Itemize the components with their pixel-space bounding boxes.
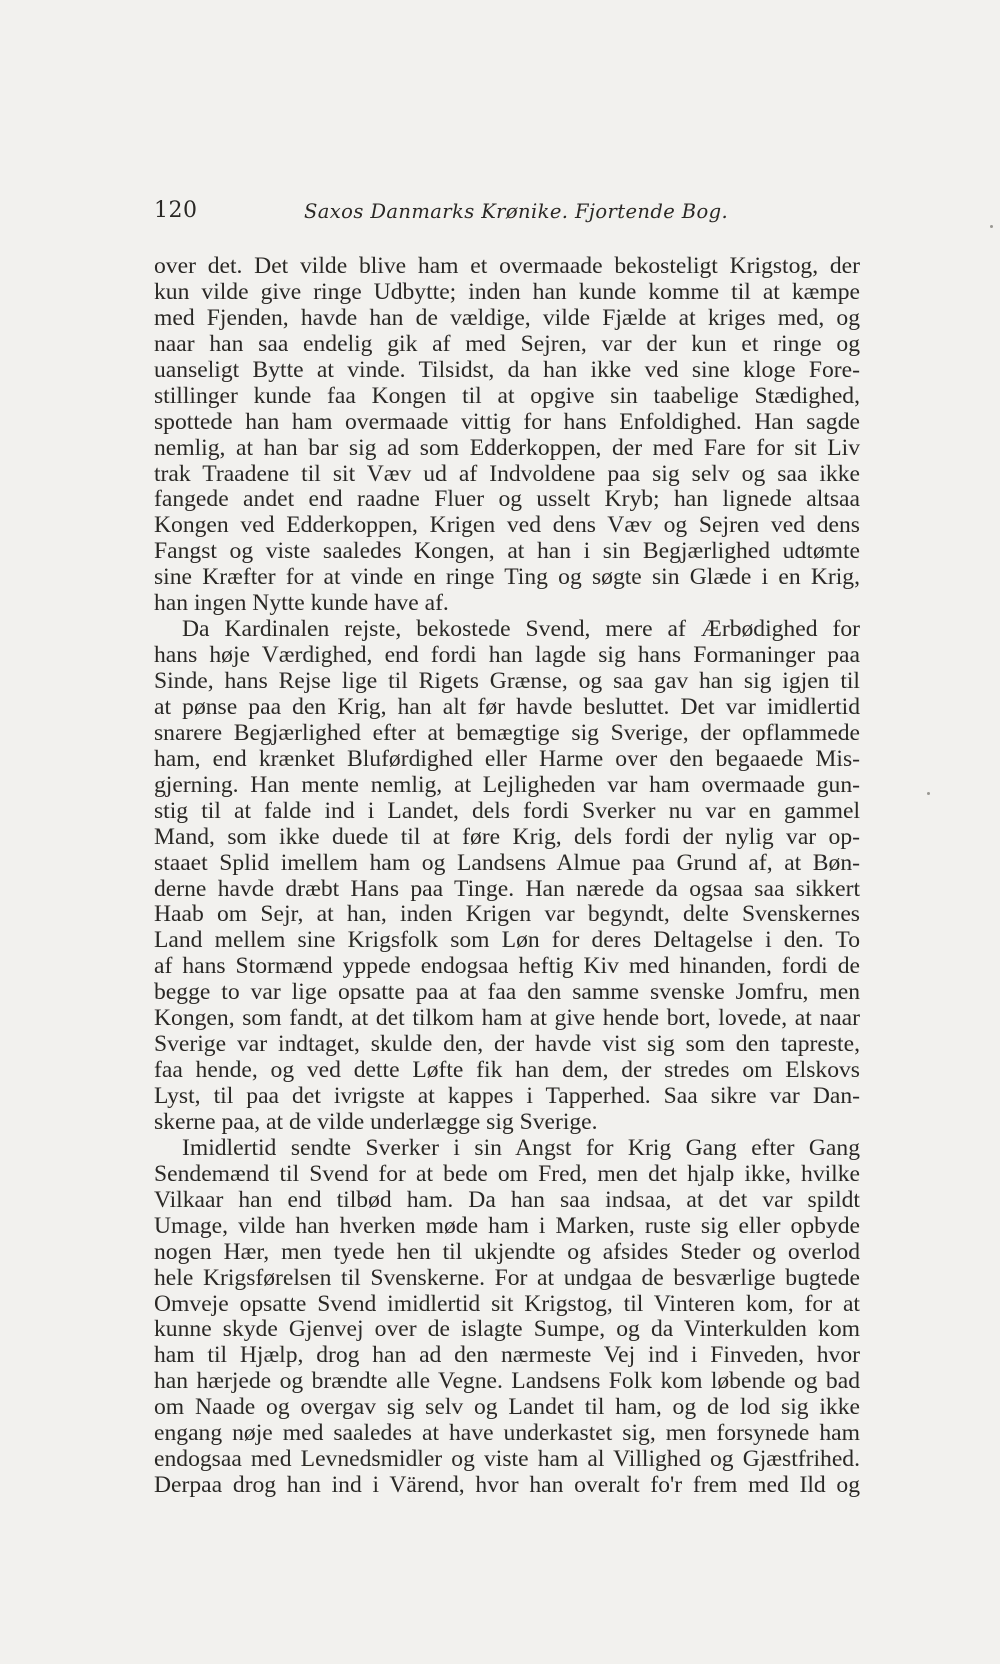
text-line: hele Krigsførelsen til Svenskerne. For at undgaa de besværlige bugtede <box>154 1264 860 1291</box>
text-line: om Naade og overgav sig selv og Landet til ham, og de lod sig ikke <box>154 1394 860 1421</box>
text-line: engang nøje med saaledes at have underkastet sig, men forsynede ham <box>154 1420 860 1447</box>
text-line: sine Kræfter for at vinde en ringe Ting og søgte sin Glæde i en Krig, <box>154 564 860 591</box>
text-line: Fangst og viste saaledes Kongen, at han i sin Begjærlighed udtømte <box>154 538 860 565</box>
text-line: over det. Det vilde blive ham et overmaade bekosteligt Krigstog, der <box>154 253 860 279</box>
text-line: af hans Stormænd yppede endogsaa heftig Kiv med hinanden, fordi de <box>154 953 860 980</box>
paragraph-end-line: han ingen Nytte kunde have af. <box>154 590 449 617</box>
paper-speck <box>927 792 930 795</box>
text-line: endogsaa med Levnedsmidler og viste ham al Villighed og Gjæstfrihed. <box>154 1446 860 1473</box>
text-line: stillinger kunde faa Kongen til at opgive sin taabelige Stædighed, <box>154 382 860 409</box>
text-line: at pønse paa den Krig, han alt før havde besluttet. Det var imidlertid <box>154 693 860 720</box>
text-line: spottede han ham overmaade vittig for hans Enfoldighed. Han sagde <box>154 408 860 435</box>
text-line: ham, end krænket Bluførdighed eller Harme over den begaaede Mis- <box>154 745 860 772</box>
page-number: 120 <box>154 198 198 223</box>
text-line: Derpaa drog han ind i Värend, hvor han overalt fo'r frem med Ild og <box>154 1472 860 1499</box>
body-text <box>154 254 860 1499</box>
text-line: Haab om Sejr, at han, inden Krigen var begyndt, delte Svenskernes <box>154 901 860 928</box>
text-line: kun vilde give ringe Udbytte; inden han kunde komme til at kæmpe <box>154 278 860 305</box>
text-line: hans høje Værdighed, end fordi han lagde sig hans Formaninger paa <box>154 642 860 669</box>
text-line: nogen Hær, men tyede hen til ukjendte og afsides Steder og overlod <box>154 1238 860 1265</box>
text-line: Kongen ved Edderkoppen, Krigen ved dens Væv og Sejren ved dens <box>154 512 860 539</box>
text-line: nemlig, at han bar sig ad som Edderkoppen, der med Fare for sit Liv <box>154 434 860 461</box>
paragraph-start-line: Da Kardinalen rejste, bekostede Svend, mere af Ærbødighed for <box>182 616 860 643</box>
text-line: stig til at falde ind i Landet, dels fordi Sverker nu var en gammel <box>154 797 860 824</box>
running-title: Saxos Danmarks Krønike. Fjortende Bog. <box>304 200 729 223</box>
text-line: Omveje opsatte Svend imidlertid sit Krigstog, til Vinteren kom, for at <box>154 1290 860 1317</box>
text-line: trak Traadene til sit Væv ud af Indvoldene paa sig selv og saa ikke <box>154 460 860 487</box>
text-line: faa hende, og ved dette Løfte fik han dem, der stredes om Elskovs <box>154 1057 860 1084</box>
text-line: Umage, vilde han hverken møde ham i Marken, ruste sig eller opbyde <box>154 1212 860 1239</box>
text-line: Sendemænd til Svend for at bede om Fred, men det hjalp ikke, hvilke <box>154 1160 860 1187</box>
text-line: Sinde, hans Rejse lige til Rigets Grænse, og saa gav han sig igjen til <box>154 668 860 694</box>
text-line: derne havde dræbt Hans paa Tinge. Han nærede da ogsaa saa sikkert <box>154 875 860 902</box>
text-line: Vilkaar han end tilbød ham. Da han saa indsaa, at det var spildt <box>154 1186 860 1213</box>
paragraph-start-line: Imidlertid sendte Sverker i sin Angst for Krig Gang efter Gang <box>182 1134 860 1161</box>
text-line: ham til Hjælp, drog han ad den nærmeste Vej ind i Finveden, hvor <box>154 1342 860 1369</box>
text-line: staaet Splid imellem ham og Landsens Almue paa Grund af, at Bøn- <box>154 849 860 876</box>
text-line: Mand, som ikke duede til at føre Krig, dels fordi der nylig var op- <box>154 823 860 850</box>
text-line: Kongen, som fandt, at det tilkom ham at give hende bort, lovede, at naar <box>154 1005 860 1032</box>
text-line: uanseligt Bytte at vinde. Tilsidst, da han ikke ved sine kloge Fore- <box>154 356 860 383</box>
paragraph-end-line: skerne paa, at de vilde underlægge sig Sverige. <box>154 1108 598 1135</box>
text-line: Land mellem sine Krigsfolk som Løn for deres Deltagelse i den. To <box>154 927 860 954</box>
text-line: han hærjede og brændte alle Vegne. Landsens Folk kom løbende og bad <box>154 1368 860 1395</box>
text-line: begge to var lige opsatte paa at faa den samme svenske Jomfru, men <box>154 979 860 1006</box>
text-line: Lyst, til paa det ivrigste at kappes i Tapperhed. Saa sikre var Dan- <box>154 1083 860 1109</box>
text-line: Sverige var indtaget, skulde den, der havde vist sig som den tapreste, <box>154 1031 860 1058</box>
text-line: naar han saa endelig gik af med Sejren, var der kun et ringe og <box>154 330 860 357</box>
text-line: snarere Begjærlighed efter at bemægtige sig Sverige, der opflammede <box>154 719 860 746</box>
text-line: med Fjenden, havde han de vældige, vilde Fjælde at kriges med, og <box>154 304 860 331</box>
running-head <box>154 196 860 232</box>
text-line: gjerning. Han mente nemlig, at Lejligheden var ham overmaade gun- <box>154 771 860 798</box>
paper-speck <box>990 225 993 228</box>
text-line: kunne skyde Gjenvej over de islagte Sumpe, og da Vinterkulden kom <box>154 1316 860 1343</box>
text-line: fangede andet end raadne Fluer og usselt Kryb; han lignede altsaa <box>154 486 860 513</box>
